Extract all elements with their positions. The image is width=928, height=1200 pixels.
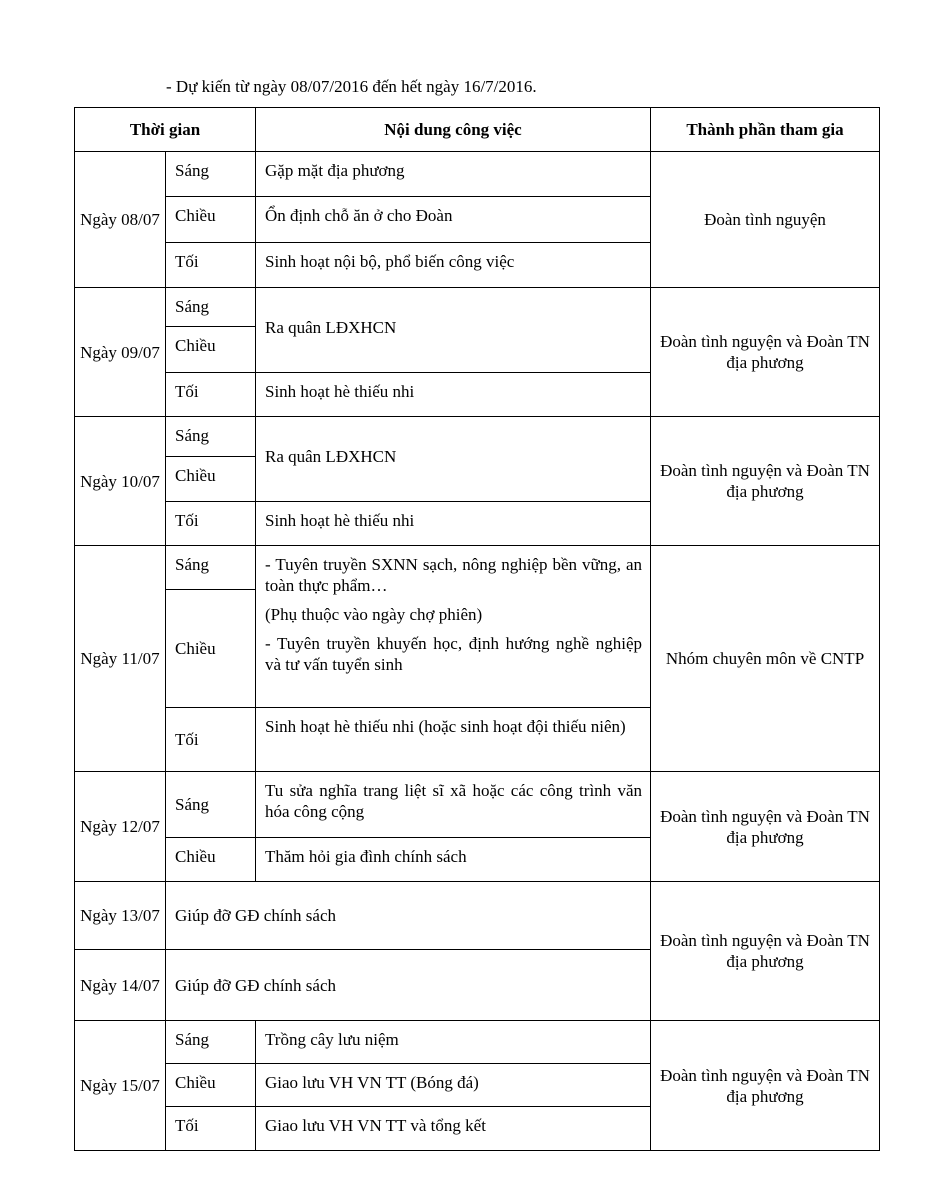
session-cell: Tối — [166, 1107, 256, 1151]
table-row — [75, 546, 880, 590]
content-cell: Sinh hoạt hè thiếu nhi (hoặc sinh hoạt đội thiếu niên) — [256, 708, 651, 772]
session-cell: Sáng — [166, 772, 256, 838]
session-cell: Tối — [166, 373, 256, 417]
table-row — [75, 417, 880, 457]
participants-cell-1314: Đoàn tình nguyện và Đoàn TN địa phương — [651, 882, 880, 1021]
day-cell-1407: Ngày 14/07 — [75, 950, 166, 1021]
session-cell: Chiều — [166, 590, 256, 708]
session-cell: Tối — [166, 502, 256, 546]
content-cell: Sinh hoạt nội bộ, phổ biến công việc — [256, 243, 651, 288]
content-cell: Tu sửa nghĩa trang liệt sĩ xã hoặc các công trình văn hóa công cộng — [256, 772, 651, 838]
participants-cell-1107: Nhóm chuyên môn về CNTP — [651, 546, 880, 772]
session-cell: Sáng — [166, 1021, 256, 1064]
content-cell: Giúp đỡ GĐ chính sách — [166, 950, 651, 1021]
table-row — [75, 772, 880, 838]
day-cell-1007: Ngày 10/07 — [75, 417, 166, 546]
session-cell: Chiều — [166, 327, 256, 373]
day-cell-0907: Ngày 09/07 — [75, 288, 166, 417]
schedule-intro: - Dự kiến từ ngày 08/07/2016 đến hết ngày 16/7/2016. — [166, 77, 537, 96]
session-cell: Chiều — [166, 1064, 256, 1107]
content-cell: Trồng cây lưu niệm — [256, 1021, 651, 1064]
participants-cell-0907: Đoàn tình nguyện và Đoàn TN địa phương — [651, 288, 880, 417]
content-cell: Ra quân LĐXHCN — [256, 288, 651, 373]
day-cell-1507: Ngày 15/07 — [75, 1021, 166, 1151]
participants-cell-1007: Đoàn tình nguyện và Đoàn TN địa phương — [651, 417, 880, 546]
header-time: Thời gian — [75, 108, 256, 152]
content-line: - Tuyên truyền SXNN sạch, nông nghiệp bền vững, an toàn thực phẩm… — [265, 555, 642, 595]
day-cell-1307: Ngày 13/07 — [75, 882, 166, 950]
table-row — [75, 288, 880, 327]
participants-cell-1507: Đoàn tình nguyện và Đoàn TN địa phương — [651, 1021, 880, 1151]
session-cell: Sáng — [166, 546, 256, 590]
session-cell: Tối — [166, 708, 256, 772]
day-cell-1207: Ngày 12/07 — [75, 772, 166, 882]
header-content: Nội dung công việc — [256, 108, 651, 152]
session-cell: Chiều — [166, 197, 256, 243]
session-cell: Sáng — [166, 288, 256, 327]
day-cell-0807: Ngày 08/07 — [75, 152, 166, 288]
participants-cell-1207: Đoàn tình nguyện và Đoàn TN địa phương — [651, 772, 880, 882]
session-cell: Sáng — [166, 152, 256, 197]
content-line: (Phụ thuộc vào ngày chợ phiên) — [265, 605, 483, 624]
table-row — [75, 1021, 880, 1064]
content-line: - Tuyên truyền khuyến học, định hướng nghề nghiệp và tư vấn tuyển sinh — [265, 634, 642, 674]
session-cell: Chiều — [166, 457, 256, 502]
content-cell: Gặp mặt địa phương — [256, 152, 651, 197]
content-cell — [256, 546, 651, 708]
content-cell: Giao lưu VH VN TT và tổng kết — [256, 1107, 651, 1151]
content-cell: Sinh hoạt hè thiếu nhi — [256, 502, 651, 546]
day-cell-1107: Ngày 11/07 — [75, 546, 166, 772]
content-cell: Ổn định chỗ ăn ở cho Đoàn — [256, 197, 651, 243]
session-cell: Tối — [166, 243, 256, 288]
content-cell: Sinh hoạt hè thiếu nhi — [256, 373, 651, 417]
session-cell: Chiều — [166, 838, 256, 882]
table-row — [75, 152, 880, 197]
content-cell: Ra quân LĐXHCN — [256, 417, 651, 502]
content-cell: Giao lưu VH VN TT (Bóng đá) — [256, 1064, 651, 1107]
participants-cell-0807: Đoàn tình nguyện — [651, 152, 880, 288]
header-row — [75, 108, 880, 152]
header-participants: Thành phần tham gia — [651, 108, 880, 152]
content-cell: Thăm hỏi gia đình chính sách — [256, 838, 651, 882]
session-cell: Sáng — [166, 417, 256, 457]
table-row — [75, 882, 880, 950]
content-cell: Giúp đỡ GĐ chính sách — [166, 882, 651, 950]
schedule-table — [74, 107, 880, 1151]
